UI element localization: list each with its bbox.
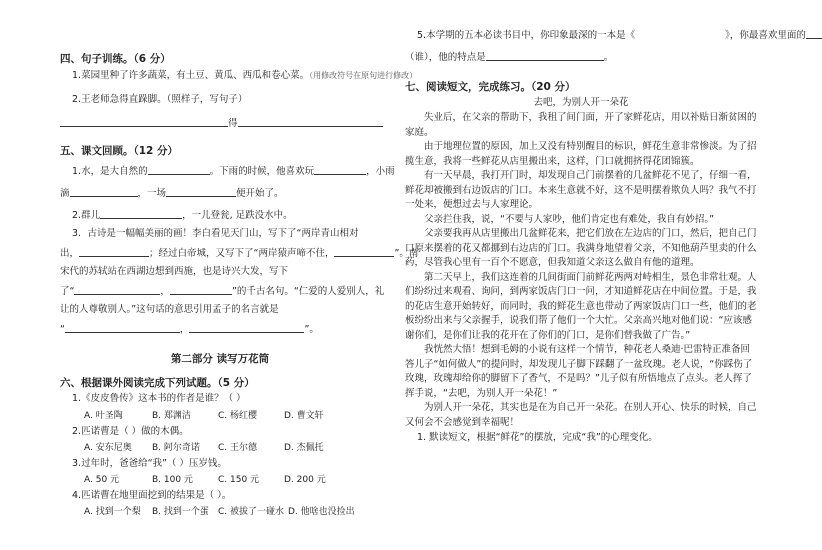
blank[interactable]	[189, 322, 304, 333]
blank[interactable]	[314, 164, 366, 175]
option[interactable]: A. 找到一个梨	[84, 507, 141, 517]
blank[interactable]	[170, 284, 232, 295]
s6-q3: 3.过年时，爸爸给“我”（ ）压岁钱。	[72, 458, 227, 469]
section-5-title: 五、课文回顾。（12 分）	[60, 145, 179, 157]
story-body	[405, 111, 757, 430]
s6-q1: 1.《皮皮鲁传》这本书的作者是谁？（ ）	[72, 393, 246, 404]
blank[interactable]	[74, 284, 160, 295]
blank[interactable]	[60, 116, 228, 127]
option[interactable]: C. 被拔了一碰水	[218, 507, 285, 517]
q5-line1: 5.本学期的五本必读书目中，你印象最深的一本是《 》，你最喜欢里面的	[405, 28, 757, 42]
option[interactable]: C. 150 元	[218, 475, 260, 485]
s5-q3-line6: “ ， ”。	[60, 324, 319, 335]
right-column	[405, 28, 806, 444]
blank[interactable]	[334, 246, 394, 257]
s6-q1-options	[60, 410, 380, 422]
s5-q2: 2.群儿 ，一儿登瓮, 足跌没水中。	[72, 210, 293, 221]
option[interactable]: B. 找到一个蛋	[152, 507, 209, 517]
option[interactable]: D. 200 元	[284, 475, 326, 485]
s5-q3-line2: 出， ；经过白帝城，又写下了“两岸猿声啼不住， ”。南	[60, 248, 419, 259]
paragraph: 为别人开一朵花，其实也是在为自己开一朵花。在别人开心、快乐的时候，自己又何会不会感觉到幸福呢！	[405, 402, 757, 428]
paragraph: 由于地理位置的原因，加上又没有特别醒目的标识，鲜花生意非常惨淡。为了招揽生意，我将一些鲜花从店里搬出来，这样，门口就拥挤得花团锦簇。	[405, 141, 757, 167]
s6-q4-options	[60, 506, 380, 518]
option[interactable]: A. 安东尼奥	[84, 443, 132, 453]
option[interactable]: A. 叶圣陶	[84, 411, 123, 421]
option[interactable]: D. 他啥也没捡出	[288, 507, 355, 517]
blank[interactable]	[148, 164, 210, 175]
s5-q1-line1: 1.水，是大自然的 。下雨的时候，他喜欢玩 ，小雨	[72, 166, 395, 177]
option[interactable]: C. 王尔德	[218, 443, 258, 453]
book-title-blank[interactable]	[635, 29, 725, 39]
s5-q3-line5: 让的人尊敬别人。”这句话的意思引用孟子的名言就是	[60, 304, 279, 315]
paragraph: 我恍然大悟！想到毛姆的小说有这样一个情节，种花老人桑迪·巴雷特正准备回答儿子“如何做人”的提问时，却发现儿子脚下踩翻了一盆玫瑰。老人说，“你踩伤了玫瑰，玫瑰却给你的脚留下了香气，不是吗？”儿子似有所悟地点了点头。老人挥了挥手说，“去吧，为别人开一朵花！”	[405, 344, 753, 399]
paragraph: 第二天早上，我们这连着的几间街面门前鲜花两两对峙相生，景色非常壮观。人们纷纷过来观看、询问，到两家饭店门口一问，才知道鲜花店在中间位置。于是，我的花店生意开始转好，而同时，我的鲜花生意也带动了两家饭店门口一些，他们的老板纷纷出来与父亲握手，说我们帮了他们一个大忙。父亲高兴地对他们说：“应该感谢你们，是你们让我的花开在了你们的门口，是你们替我做了广告。”	[405, 271, 757, 341]
s6-q2-options	[60, 442, 380, 454]
part-2-title: 第二部分 读写万花筒	[170, 353, 270, 365]
s6-q4: 4.匹诺曹在地里面挖到的结果是（ ）。	[72, 490, 232, 501]
blank[interactable]	[238, 116, 383, 127]
s5-q3-line1: 3．古诗是一幅幅美丽的画！李白看见天门山，写下了“两岸青山相对	[72, 228, 359, 239]
option[interactable]: D. 杰佩托	[284, 443, 324, 453]
blank[interactable]	[806, 28, 822, 39]
option[interactable]: A. 50 元	[84, 475, 120, 485]
s5-q3-line4: 了“ ， ”的千古名句。“仁爱的人爱别人，礼	[60, 286, 385, 297]
left-column	[60, 40, 419, 518]
option[interactable]: D. 曹文轩	[284, 411, 324, 421]
s6-q3-options	[60, 474, 380, 486]
s7-question-1: 1. 默读短文，根据“鲜花”的摆放，完成“我”的心理变化。	[417, 432, 658, 443]
paragraph: 父亲要我再从店里搬出几盆鲜花来，把它们放在左边店的门口，然后，把自己门口原来摆着的花又都挪到右边店的门口。我满身地望着父亲，不知他葫芦里卖的什么药，尽管我心里有一百个不愿意，但我知道父亲这么做自有他的道理。	[405, 228, 757, 268]
option[interactable]: B. 100 元	[152, 475, 193, 485]
s4-question-1: 1.菜园里种了许多蔬菜，有土豆、黄瓜、西瓜和卷心菜。（用修改符号在原句进行修改）	[72, 70, 418, 81]
section-4-title: 四、句子训练。（6 分）	[60, 53, 171, 65]
s4-question-2: 2.王老师急得直跺脚。（照样子，写句子）	[72, 94, 248, 105]
blank[interactable]	[166, 186, 236, 197]
blank[interactable]	[79, 246, 149, 257]
story-title: 去吧，为别人开一朵花	[533, 97, 629, 108]
section-7-title: 七、阅读短文，完成练习。（20 分）	[405, 81, 576, 93]
blank[interactable]	[486, 50, 604, 61]
paragraph: 失业后，在父亲的帮助下，我租了间门面，开了家鲜花店，用以补贴日渐贫困的家庭。	[405, 112, 757, 138]
blank[interactable]	[65, 322, 180, 333]
paragraph: 有一天早晨，我打开门时，却发现自己门前摆着的几盆鲜花不见了，仔细一看，鲜花却被搬到右边饭店的门口。本来生意就不好，这不是明摆着欺负人吗？我气不打一处来，便想过去与人家理论。	[405, 170, 757, 210]
blank[interactable]	[100, 208, 182, 219]
s5-q1-line2: 滴 ，一场 便开始了。	[60, 188, 284, 199]
paragraph: 父亲拦住我，说，“不要与人家吵，他们肯定也有难处，我自有妙招。”	[424, 213, 715, 225]
option[interactable]: B. 阿尔奇诺	[152, 443, 200, 453]
option[interactable]: C. 杨红樱	[218, 411, 258, 421]
blank[interactable]	[70, 186, 138, 197]
s5-q3-line3: 宋代的苏轼站在西湖边想到西施，也是诗兴大发，写下	[60, 266, 289, 277]
q5-line2: （谁），他的特点是 。	[405, 52, 614, 63]
section-6-title: 六、根据课外阅读完成下列试题。（5 分）	[60, 377, 255, 389]
s6-q2: 2.匹诺曹是（ ）做的木偶。	[72, 426, 189, 437]
option[interactable]: B. 郑渊洁	[152, 411, 191, 421]
s4-answer-line: 得	[60, 116, 380, 130]
